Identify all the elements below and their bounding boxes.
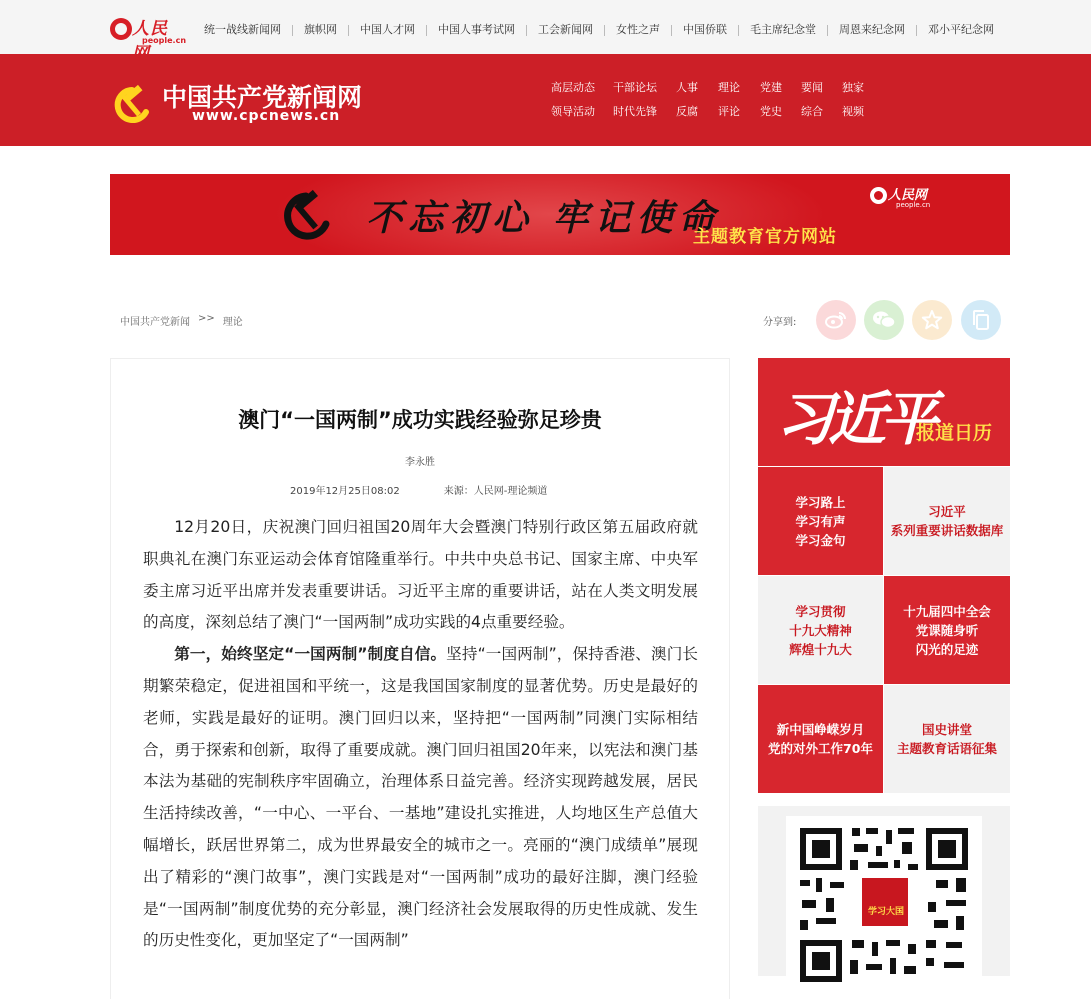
- share-weibo-button[interactable]: [816, 300, 856, 340]
- article-source[interactable]: 来源：人民网-理论频道: [443, 486, 548, 497]
- xi-report-calendar-banner[interactable]: [758, 358, 1010, 466]
- partner-link[interactable]: 中国人才网: [360, 23, 415, 36]
- partner-link[interactable]: 周恩来纪念网: [839, 23, 905, 36]
- article-meta: [290, 482, 547, 497]
- nav-item[interactable]: 综合: [801, 105, 823, 118]
- topic-tiles: [758, 467, 1010, 793]
- banner-subtitle: 主题教育官方网站: [693, 227, 837, 247]
- article-paragraph: 12月20日，庆祝澳门回归祖国20周年大会暨澳门特别行政区第五届政府就职典礼在澳门东亚运动会体育馆隆重举行。中共中央总书记、国家主席、中央军委主席习近平出席并发表重要讲话。习近平主席的重要讲话，站在人类文明发展的高度，深刻总结了澳门“一国两制”成功实践的4点重要经验。: [143, 518, 698, 632]
- share-favorite-button[interactable]: [912, 300, 952, 340]
- nav-item[interactable]: 要闻: [801, 81, 823, 94]
- favorite-star-icon: [921, 309, 943, 331]
- breadcrumb: [120, 313, 243, 328]
- breadcrumb-home[interactable]: 中国共产党新闻: [120, 317, 190, 328]
- nav-item[interactable]: 领导活动: [551, 105, 595, 118]
- people-logo-icon: [110, 18, 132, 40]
- nav-item[interactable]: 理论: [718, 81, 740, 94]
- topic-tile[interactable]: 习近平 系列重要讲话数据库: [884, 467, 1010, 575]
- article-paragraph: [143, 639, 698, 957]
- top-bar: [0, 0, 1091, 55]
- partner-link[interactable]: 毛主席纪念堂: [750, 23, 816, 36]
- article-title: 澳门“一国两制”成功实践经验弥足珍贵: [238, 408, 602, 432]
- topic-tile[interactable]: 国史讲堂 主题教育话语征集: [884, 685, 1010, 793]
- party-emblem-icon: [278, 186, 336, 242]
- nav-item[interactable]: 反腐: [676, 105, 698, 118]
- nav-item[interactable]: 独家: [842, 81, 864, 94]
- theme-education-banner[interactable]: 不忘初心 牢记使命 主题教育官方网站 人民网 people.cn: [110, 174, 1010, 255]
- nav-item[interactable]: 高层动态: [551, 81, 595, 94]
- main-nav: [551, 80, 882, 119]
- partner-link[interactable]: 工会新闻网: [538, 23, 593, 36]
- breadcrumb-current[interactable]: 理论: [222, 317, 243, 328]
- copy-icon: [971, 309, 991, 331]
- qr-code-panel: [758, 806, 1010, 976]
- site-url: www.cpcnews.cn: [192, 108, 341, 124]
- nav-item[interactable]: 评论: [718, 105, 740, 118]
- partner-link[interactable]: 中国侨联: [683, 23, 727, 36]
- partner-link[interactable]: 中国人事考试网: [438, 23, 515, 36]
- qr-center-label: 学习大国: [868, 907, 905, 917]
- nav-item[interactable]: 党建: [760, 81, 782, 94]
- topic-tile[interactable]: 学习贯彻 十九大精神 辉煌十九大: [758, 576, 883, 684]
- nav-item[interactable]: 干部论坛: [613, 81, 657, 94]
- wechat-icon: [872, 310, 896, 330]
- topic-tile[interactable]: 十九届四中全会 党课随身听 闪光的足迹: [884, 576, 1010, 684]
- topic-tile[interactable]: 新中国峥嵘岁月 党的对外工作70年: [758, 685, 883, 793]
- topic-tile[interactable]: 学习路上 学习有声 学习金句: [758, 467, 883, 575]
- partner-link[interactable]: 统一战线新闻网: [204, 23, 281, 36]
- paragraph-lead: 第一，始终坚定“一国两制”制度自信。: [174, 645, 447, 664]
- people-logo-icon: [870, 187, 887, 204]
- share-label: 分享到:: [763, 317, 797, 328]
- weibo-icon: [825, 311, 847, 329]
- paragraph-text: 坚持“一国两制”，保持香港、澳门长期繁荣稳定，促进祖国和平统一，这是我国国家制度的显著优势。历史是最好的老师，实践是最好的证明。澳门回归以来，坚持把“一国两制”同澳门实际相结合，勇于探索和创新，取得了重要成就。澳门回归祖国20年来，以宪法和澳门基本法为基础的宪制秩序牢固确立，治理体系日益完善。经济实现跨越发展，居民生活持续改善，“一中心、一平台、一基地”建设扎实推进，人均地区生产总值大幅增长，跃居世界第二，成为世界最安全的城市之一。亮丽的“澳门成绩单”展现出了精彩的“澳门故事”，澳门实践是对“一国两制”成功的最好注脚，澳门经验是“一国两制”制度优势的充分彰显，澳门经济社会发展取得的历史性成就、发生的历史性变化，更加坚定了“一国两制”: [143, 645, 698, 950]
- qr-code-icon: [786, 816, 982, 982]
- partner-link[interactable]: 旗帜网: [304, 23, 337, 36]
- people-cn-logo[interactable]: 人民 people.cn: [110, 14, 182, 46]
- site-name: 中国共产党新闻网: [162, 83, 363, 112]
- article-date: 2019年12月25日08:02: [290, 486, 400, 497]
- article-body: [143, 512, 698, 957]
- nav-item[interactable]: 时代先锋: [613, 105, 657, 118]
- breadcrumb-separator: >>: [198, 313, 215, 324]
- share-copy-button[interactable]: [961, 300, 1001, 340]
- partner-links: [193, 23, 1005, 37]
- nav-item[interactable]: 视频: [842, 105, 864, 118]
- article-author: 李永胜: [405, 457, 435, 468]
- xi-calligraphy: 习近平: [776, 385, 933, 453]
- banner-slogan: 不忘初心 牢记使命: [366, 197, 721, 239]
- site-header: [0, 54, 1091, 146]
- hammer-sickle-icon: [110, 82, 154, 124]
- qr-code[interactable]: [786, 816, 982, 991]
- share-wechat-button[interactable]: [864, 300, 904, 340]
- partner-link[interactable]: 邓小平纪念网: [928, 23, 994, 36]
- nav-item[interactable]: 党史: [760, 105, 782, 118]
- cpcnews-logo[interactable]: [110, 80, 400, 126]
- nav-item[interactable]: 人事: [676, 81, 698, 94]
- partner-link[interactable]: 女性之声: [616, 23, 660, 36]
- report-calendar-label: 报道日历: [916, 422, 993, 444]
